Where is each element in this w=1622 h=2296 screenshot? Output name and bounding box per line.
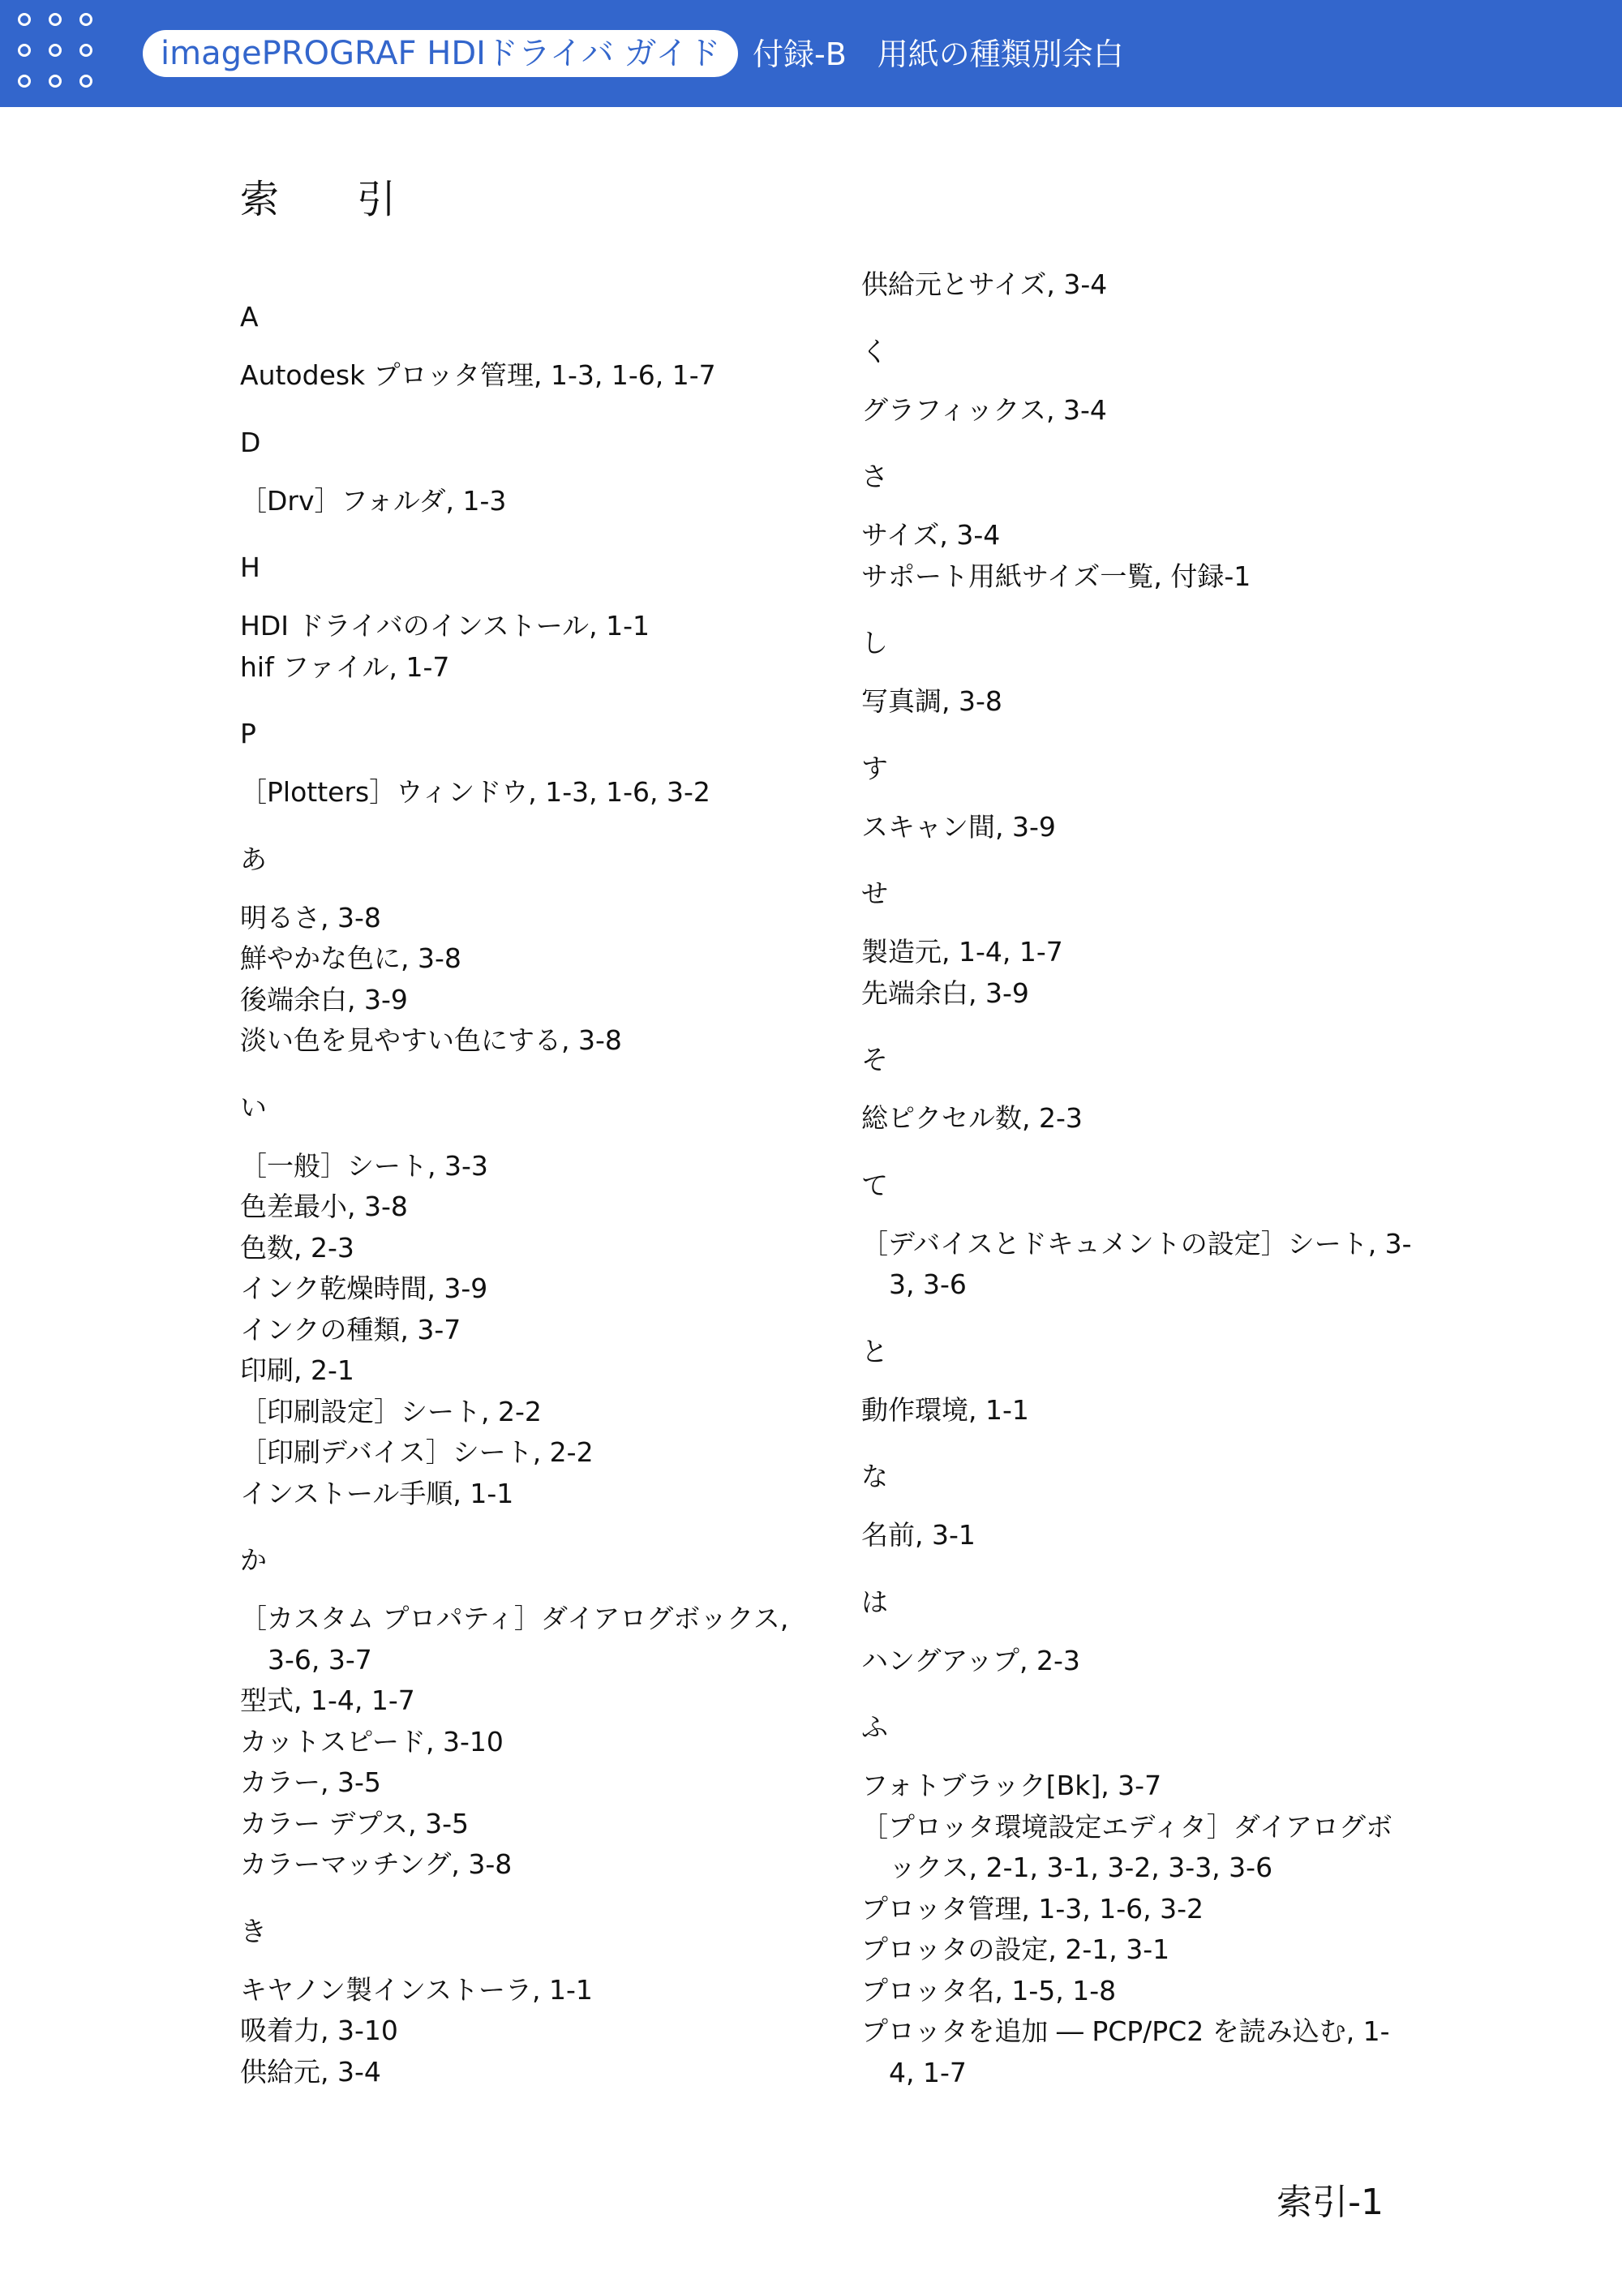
index-entry: 総ピクセル数, 2-3 bbox=[861, 1102, 1083, 1134]
index-entry: 色数, 2-3 bbox=[240, 1231, 354, 1264]
index-group-h bbox=[240, 546, 792, 688]
index-group-heading: せ bbox=[861, 878, 888, 909]
index-group-heading: P bbox=[240, 718, 256, 749]
index-group-heading: き bbox=[240, 1915, 267, 1947]
index-entry: 供給元とサイズ, 3-4 bbox=[861, 268, 1108, 300]
section-title: 付録-B 用紙の種類別余白 bbox=[753, 36, 1124, 72]
index-entry: プロッタを追加 ― PCP/PC2 を読み込む, 1-4, 1-7 bbox=[861, 2015, 1390, 2088]
index-entry: ［Plotters］ウィンドウ, 1-3, 1-6, 3-2 bbox=[240, 776, 710, 808]
index-group-sa-kana bbox=[861, 455, 1413, 597]
index-group-heading: そ bbox=[861, 1044, 888, 1075]
index-right-column bbox=[861, 264, 1413, 2093]
index-group-so-kana bbox=[861, 1038, 1413, 1139]
index-entry: フォトブラック[Bk], 3-7 bbox=[861, 1770, 1162, 1801]
index-entry: グラフィックス, 3-4 bbox=[861, 393, 1107, 426]
index-entry: キヤノン製インストーラ, 1-1 bbox=[240, 1973, 593, 2006]
index-entry: HDI ドライバのインストール, 1-1 bbox=[240, 610, 650, 642]
index-entry: 吸着力, 3-10 bbox=[240, 2015, 398, 2046]
index-entry: インク乾燥時間, 3-9 bbox=[240, 1272, 488, 1304]
index-group-na-kana bbox=[861, 1455, 1413, 1556]
index-group-ku-kana bbox=[861, 330, 1413, 431]
index-entry: ［Drv］フォルダ, 1-3 bbox=[240, 484, 507, 517]
index-entry: サポート用紙サイズ一覧, 付録-1 bbox=[861, 560, 1251, 592]
index-group-heading: て bbox=[861, 1169, 888, 1201]
index-group-continued bbox=[861, 264, 1413, 306]
index-entry: ［プロッタ環境設定エディタ］ダイアログボックス, 2-1, 3-1, 3-2, 3-3, 3-6 bbox=[861, 1810, 1393, 1883]
index-group-d bbox=[240, 421, 792, 522]
index-group-p bbox=[240, 712, 792, 813]
index-left-column bbox=[240, 295, 792, 2092]
index-entry: プロッタ管理, 1-3, 1-6, 3-2 bbox=[861, 1892, 1204, 1925]
index-group-te-kana bbox=[861, 1164, 1413, 1306]
index-entry: 色差最小, 3-8 bbox=[240, 1191, 408, 1222]
index-entry: 淡い色を見やすい色にする, 3-8 bbox=[240, 1024, 622, 1056]
index-entry: 後端余白, 3-9 bbox=[240, 983, 408, 1015]
index-entry: プロッタの設定, 2-1, 3-1 bbox=[861, 1933, 1170, 1965]
index-group-heading: な bbox=[861, 1461, 888, 1492]
index-group-fu-kana bbox=[861, 1706, 1413, 2093]
index-group-heading: D bbox=[240, 426, 261, 458]
index-entry: カラー, 3-5 bbox=[240, 1766, 381, 1798]
index-group-heading: ふ bbox=[861, 1711, 888, 1743]
index-group-su-kana bbox=[861, 747, 1413, 848]
index-group-heading: あ bbox=[240, 843, 267, 875]
index-entry: 名前, 3-1 bbox=[861, 1519, 976, 1551]
index-group-se-kana bbox=[861, 872, 1413, 1014]
index-group-heading: さ bbox=[861, 461, 888, 492]
index-entry: カラーマッチング, 3-8 bbox=[240, 1848, 513, 1880]
index-entry: プロッタ名, 1-5, 1-8 bbox=[861, 1974, 1117, 2006]
index-entry: 供給元, 3-4 bbox=[240, 2055, 381, 2088]
index-entry: インストール手順, 1-1 bbox=[240, 1477, 514, 1509]
index-entry: ［印刷デバイス］シート, 2-2 bbox=[240, 1436, 594, 1468]
index-entry: ［印刷設定］シート, 2-2 bbox=[240, 1395, 542, 1427]
index-entry: 動作環境, 1-1 bbox=[861, 1393, 1029, 1426]
index-entry: スキャン間, 3-9 bbox=[861, 810, 1056, 843]
index-entry: ハングアップ, 2-3 bbox=[861, 1644, 1080, 1676]
index-entry: 明るさ, 3-8 bbox=[240, 901, 381, 933]
dot-grid-icon bbox=[18, 13, 102, 97]
index-group-heading: H bbox=[240, 551, 260, 583]
index-entry: 印刷, 2-1 bbox=[240, 1354, 354, 1386]
index-group-heading: と bbox=[861, 1335, 888, 1367]
page-title: 索 引 bbox=[240, 177, 416, 222]
index-entry: カットスピード, 3-10 bbox=[240, 1725, 504, 1757]
index-entry: カラー デプス, 3-5 bbox=[240, 1807, 470, 1839]
page-header bbox=[0, 0, 1622, 107]
index-group-ha-kana bbox=[861, 1581, 1413, 1682]
index-group-ki-kana bbox=[240, 1910, 792, 2093]
index-entry: ［一般］シート, 3-3 bbox=[240, 1149, 488, 1182]
page-number: 索引-1 bbox=[1277, 2182, 1384, 2223]
index-group-a-kana bbox=[240, 838, 792, 1062]
index-group-heading: く bbox=[861, 335, 888, 367]
index-entry: hif ファイル, 1-7 bbox=[240, 650, 450, 683]
index-entry: ［カスタム プロパティ］ダイアログボックス, 3-6, 3-7 bbox=[240, 1603, 789, 1676]
index-entry: 写真調, 3-8 bbox=[861, 685, 1002, 717]
index-group-heading: は bbox=[861, 1586, 888, 1618]
index-entry: 型式, 1-4, 1-7 bbox=[240, 1684, 415, 1716]
index-entry: 先端余白, 3-9 bbox=[861, 976, 1029, 1009]
index-entry: Autodesk プロッタ管理, 1-3, 1-6, 1-7 bbox=[240, 359, 716, 391]
index-group-i-kana bbox=[240, 1086, 792, 1515]
index-group-a bbox=[240, 295, 792, 397]
index-group-heading: し bbox=[861, 627, 888, 659]
index-group-heading: い bbox=[240, 1091, 267, 1123]
index-entry: ［デバイスとドキュメントの設定］シート, 3-3, 3-6 bbox=[861, 1227, 1412, 1300]
index-group-to-kana bbox=[861, 1330, 1413, 1431]
index-group-heading: す bbox=[861, 752, 888, 784]
index-entry: 鮮やかな色に, 3-8 bbox=[240, 942, 461, 974]
index-group-ka-kana bbox=[240, 1539, 792, 1886]
index-entry: インクの種類, 3-7 bbox=[240, 1313, 461, 1345]
index-entry: サイズ, 3-4 bbox=[861, 519, 1001, 551]
index-group-shi-kana bbox=[861, 621, 1413, 723]
index-group-heading: A bbox=[240, 301, 259, 333]
guide-title: imagePROGRAF HDIドライバ ガイド bbox=[143, 30, 738, 77]
index-entry: 製造元, 1-4, 1-7 bbox=[861, 936, 1063, 968]
index-group-heading: か bbox=[240, 1544, 267, 1576]
